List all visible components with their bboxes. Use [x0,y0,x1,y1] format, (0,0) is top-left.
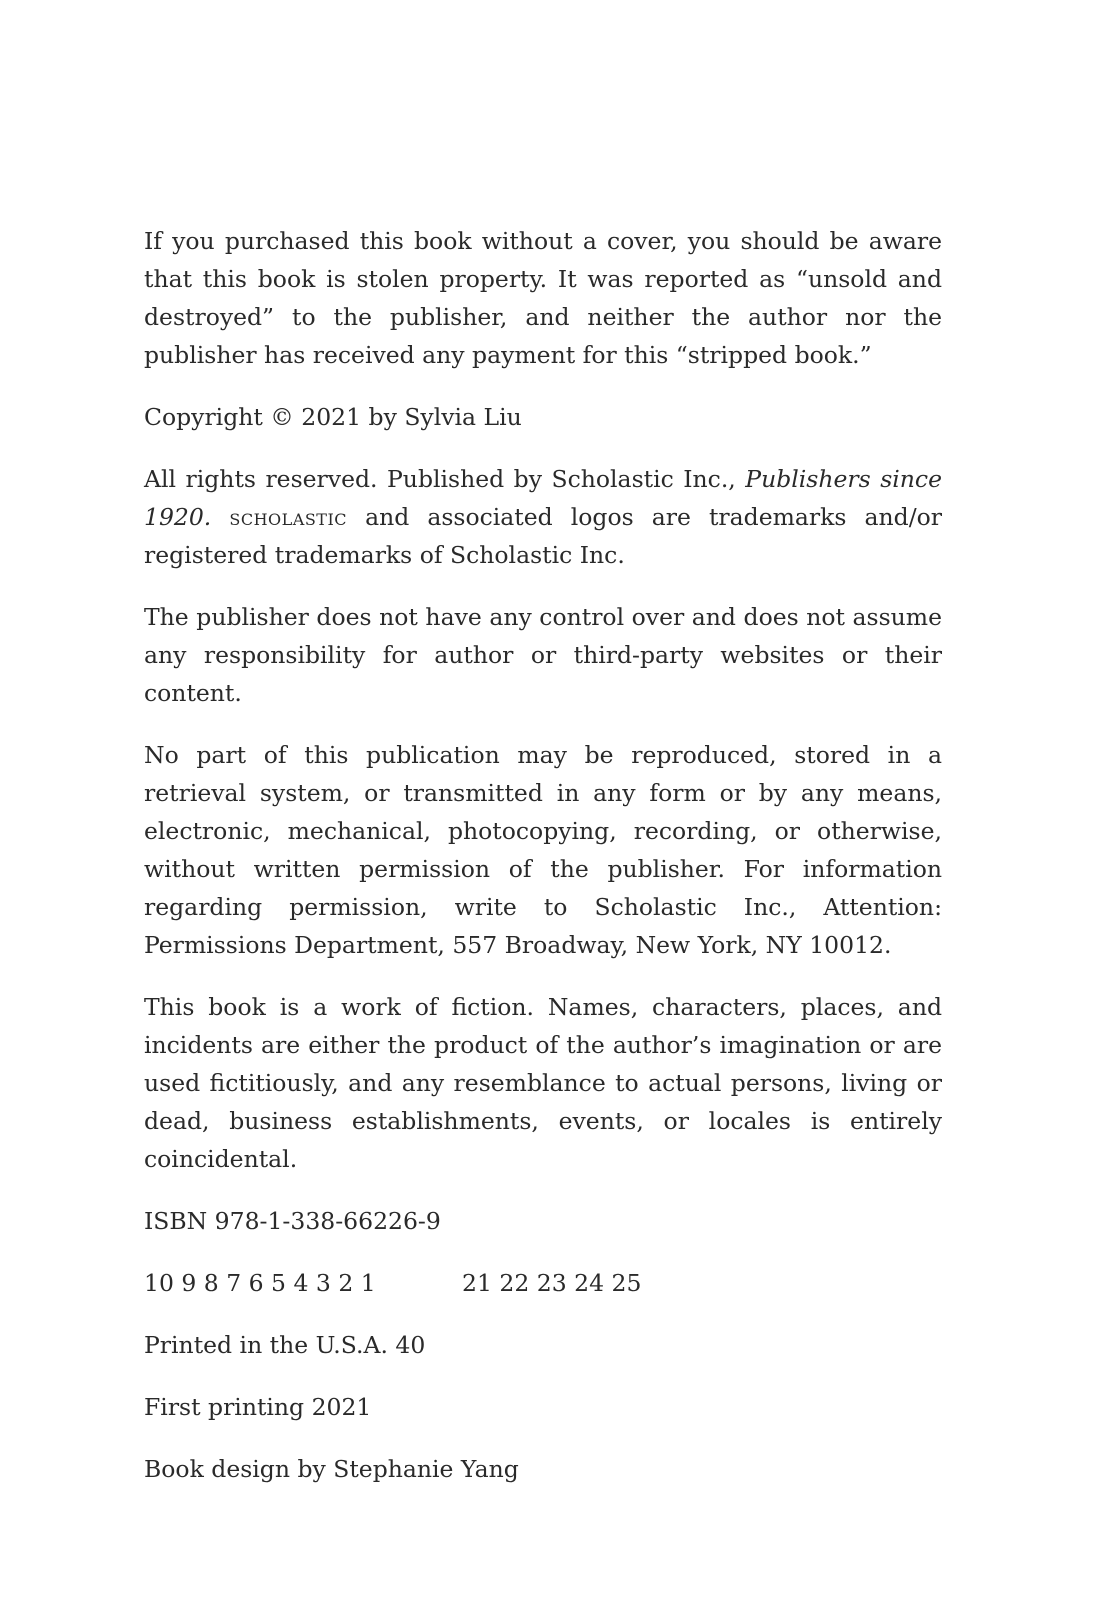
stripped-book-notice: If you purchased this book without a cover, you should be aware that this book is stolen property. It was reported as “unsold and destroyed” to the publisher, and neither the author nor the publisher has received any payment for this “stripped book.” [144,227,942,369]
trademark-text: and associated logos are trademarks and/or registered trademarks of Scholastic Inc. [144,503,942,569]
copyright-page [144,222,942,1512]
year-numbers: 21 22 23 24 25 [462,1269,642,1297]
scholastic-trademark: scholastic [229,503,348,531]
rights-statement [144,460,942,574]
publishers-since: Publishers since 1920. [144,465,942,531]
fiction-disclaimer: This book is a work of fiction. Names, characters, places, and incidents are either the product of the author’s imagination or are used fictitiously, and any resemblance to actual persons, living or dead, business establishments, events, or locales is entirely coincidental. [144,993,942,1173]
printing-numbers: 10 9 8 7 6 5 4 3 2 1 [144,1269,376,1297]
websites-disclaimer: The publisher does not have any control over and does not assume any responsibility for author or third-party websites or their content. [144,603,942,707]
rights-prefix: All rights reserved. Published by Scholastic Inc., [144,465,746,493]
book-design-credit: Book design by Stephanie Yang [144,1455,519,1483]
reproduction-notice: No part of this publication may be reproduced, stored in a retrieval system, or transmitted in any form or by any means, electronic, mechanical, photocopying, recording, or otherwise, without written permission of the publisher. For information regarding permission, write to Scholastic Inc., Attention: Permissions Department, 557 Broadway, New York, NY 10012. [144,741,942,959]
copyright-line: Copyright © 2021 by Sylvia Liu [144,403,522,431]
isbn: ISBN 978-1-338-66226-9 [144,1207,441,1235]
first-printing: First printing 2021 [144,1393,372,1421]
printed-in: Printed in the U.S.A. 40 [144,1331,426,1359]
printing-line [144,1264,942,1302]
